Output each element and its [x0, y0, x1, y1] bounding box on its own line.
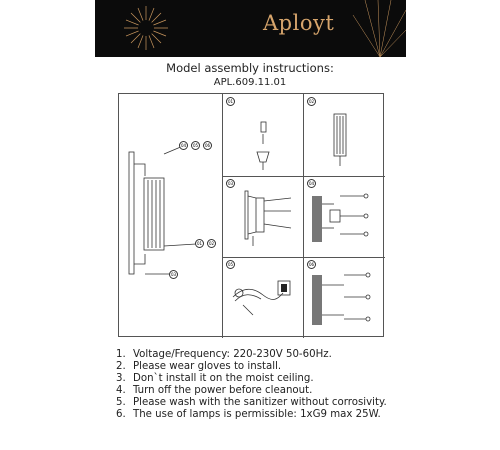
part-label-badge: 04 — [180, 143, 187, 148]
list-item — [116, 409, 496, 421]
panel-2-shade-drawing — [304, 94, 385, 176]
item-number: 4. — [116, 385, 126, 396]
part-label-badge: 03 — [170, 272, 177, 277]
panel-6-final-mount-drawing — [304, 257, 385, 338]
panel-label-badge: 06 — [308, 262, 315, 267]
list-item — [116, 373, 496, 385]
panel-3-assembly-drawing — [223, 176, 304, 257]
panel-4-mounting-drawing — [304, 176, 385, 257]
list-item — [116, 349, 496, 361]
item-text: Don`t install it on the moist ceiling. — [133, 373, 314, 384]
panel-label-badge: 02 — [308, 99, 315, 104]
part-label-badge: 01 — [196, 241, 203, 246]
panel-label-badge: 05 — [227, 262, 234, 267]
main-lamp-drawing — [119, 94, 222, 338]
part-label-badge: 02 — [208, 241, 215, 246]
assembly-diagram — [118, 93, 384, 337]
item-number: 5. — [116, 397, 126, 408]
item-number: 3. — [116, 373, 126, 384]
panel-5-wiring-drawing — [223, 257, 304, 338]
item-text: The use of lamps is permissible: 1xG9 max 25W. — [133, 409, 381, 420]
instructions-list — [116, 349, 496, 421]
panel-1-bulb-drawing — [223, 94, 304, 176]
panel-label-badge: 04 — [308, 181, 315, 186]
panel-label-badge: 03 — [227, 181, 234, 186]
banner-rays-decoration — [95, 0, 406, 57]
part-label-badge: 06 — [204, 143, 211, 148]
item-number: 1. — [116, 349, 126, 360]
list-item — [116, 385, 496, 397]
page-title: Model assembly instructions: — [166, 61, 334, 75]
panel-label-badge: 01 — [227, 99, 234, 104]
item-text: Please wear gloves to install. — [133, 361, 282, 372]
item-text: Turn off the power before cleanout. — [133, 385, 313, 396]
item-text: Voltage/Frequency: 220-230V 50-60Hz. — [133, 349, 332, 360]
item-text: Please wash with the sanitizer without corrosivity. — [133, 397, 387, 408]
brand-logo-text: Aployt — [263, 11, 335, 35]
brand-banner — [95, 0, 406, 57]
item-number: 2. — [116, 361, 126, 372]
list-item — [116, 397, 496, 409]
part-label-badge: 05 — [192, 143, 199, 148]
model-number: APL.609.11.01 — [213, 77, 287, 88]
item-number: 6. — [116, 409, 126, 420]
list-item — [116, 361, 496, 373]
